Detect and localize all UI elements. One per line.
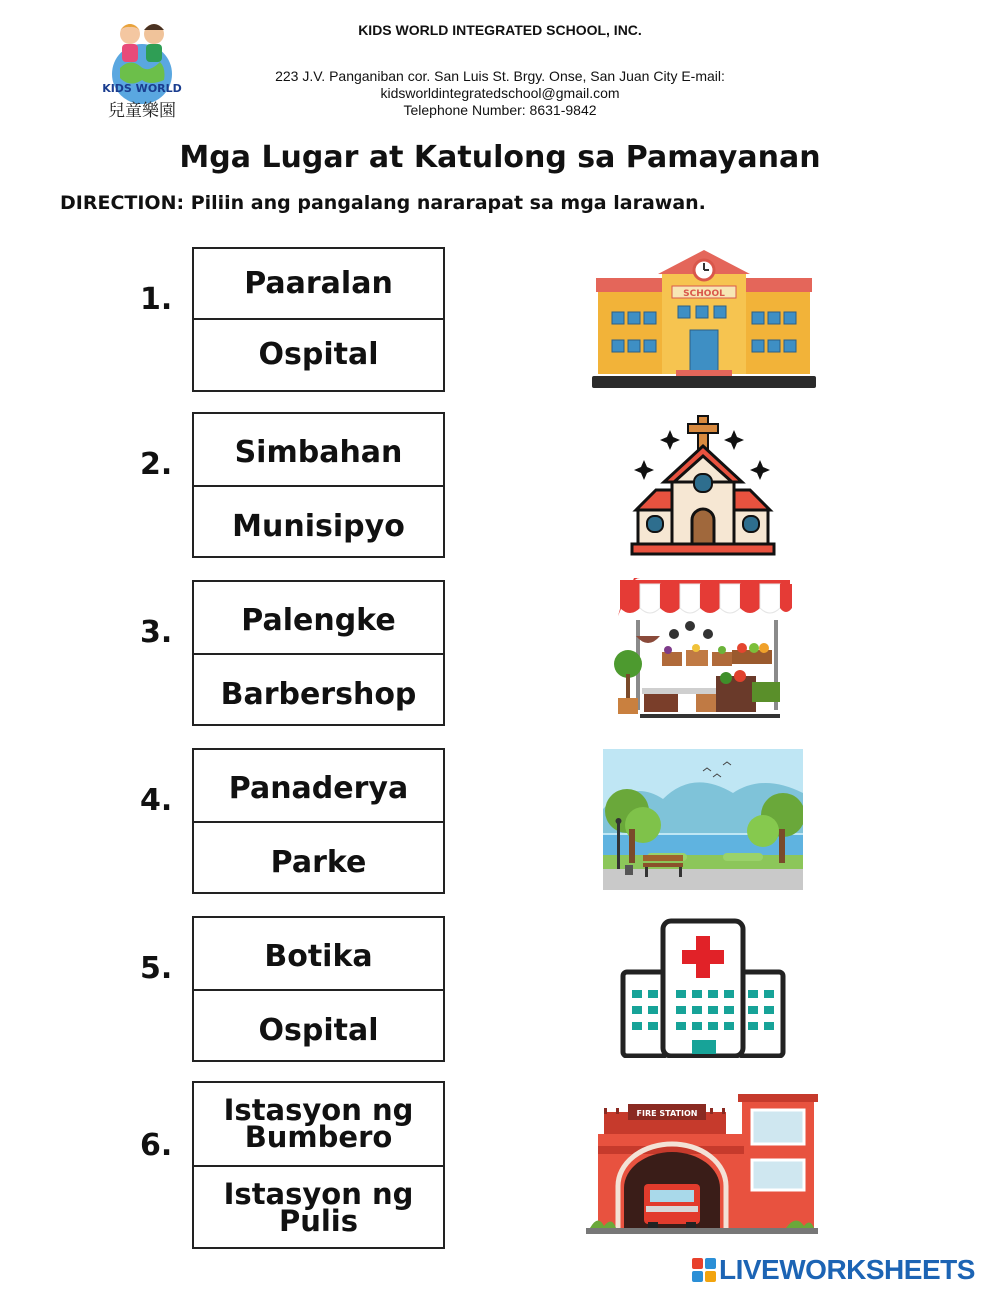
svg-text:SCHOOL: SCHOOL bbox=[683, 289, 725, 299]
option-ospital[interactable]: Ospital bbox=[258, 1013, 379, 1048]
telephone-number: Telephone Number: 8631-9842 bbox=[403, 102, 597, 118]
school-building-image bbox=[592, 248, 816, 390]
church-image bbox=[630, 412, 776, 556]
item-number: 5. bbox=[140, 951, 173, 986]
address-email: kidsworldintegratedschool@gmail.com bbox=[380, 85, 620, 101]
svg-text:KIDS WORLD: KIDS WORLD bbox=[102, 82, 182, 95]
option-parke[interactable]: Parke bbox=[270, 845, 367, 880]
park-image bbox=[603, 749, 803, 890]
worksheet-title: Mga Lugar at Katulong sa Pamayanan bbox=[179, 140, 821, 175]
option-munisipyo[interactable]: Munisipyo bbox=[232, 509, 405, 544]
item-number: 1. bbox=[140, 282, 173, 317]
choice-box-2 bbox=[192, 412, 445, 558]
choice-box-3 bbox=[192, 580, 445, 726]
option-istasyon-ng-pulis[interactable]: Istasyon ng Pulis bbox=[223, 1177, 414, 1238]
option-panaderya[interactable]: Panaderya bbox=[194, 750, 443, 823]
item-number: 2. bbox=[140, 447, 173, 482]
choice-box-1 bbox=[192, 247, 445, 392]
market-stall-image bbox=[612, 578, 796, 720]
choice-box-5 bbox=[192, 916, 445, 1062]
item-number: 3. bbox=[140, 615, 173, 650]
svg-text:FIRE STATION: FIRE STATION bbox=[636, 1109, 698, 1118]
school-address bbox=[200, 68, 800, 119]
option-palengke[interactable]: Palengke bbox=[194, 582, 443, 655]
address-line-1: 223 J.V. Panganiban cor. San Luis St. Brgy. Onse, San Juan City E-mail: bbox=[275, 68, 725, 84]
hospital-image bbox=[620, 918, 786, 1058]
direction-text: DIRECTION: Piliin ang pangalang nararapat sa mga larawan. bbox=[60, 192, 706, 214]
fire-station-image bbox=[586, 1094, 818, 1236]
choice-box-4 bbox=[192, 748, 445, 894]
liveworksheets-logo bbox=[692, 1254, 975, 1286]
option-paaralan[interactable]: Paaralan bbox=[194, 249, 443, 320]
option-botika[interactable]: Botika bbox=[194, 918, 443, 991]
option-simbahan[interactable]: Simbahan bbox=[194, 414, 443, 487]
choice-box-6 bbox=[192, 1081, 445, 1249]
liveworksheets-brand: LIVEWORKSHEETS bbox=[719, 1254, 975, 1285]
school-name: KIDS WORLD INTEGRATED SCHOOL, INC. bbox=[358, 22, 642, 38]
liveworksheets-blocks-icon bbox=[692, 1258, 716, 1282]
item-number: 6. bbox=[140, 1128, 173, 1163]
item-number: 4. bbox=[140, 783, 173, 818]
svg-text:兒童樂園: 兒童樂園 bbox=[108, 101, 176, 121]
option-istasyon-ng-bumbero[interactable]: Istasyon ng Bumbero bbox=[194, 1083, 443, 1167]
option-ospital[interactable]: Ospital bbox=[258, 337, 379, 372]
option-barbershop[interactable]: Barbershop bbox=[220, 677, 417, 712]
